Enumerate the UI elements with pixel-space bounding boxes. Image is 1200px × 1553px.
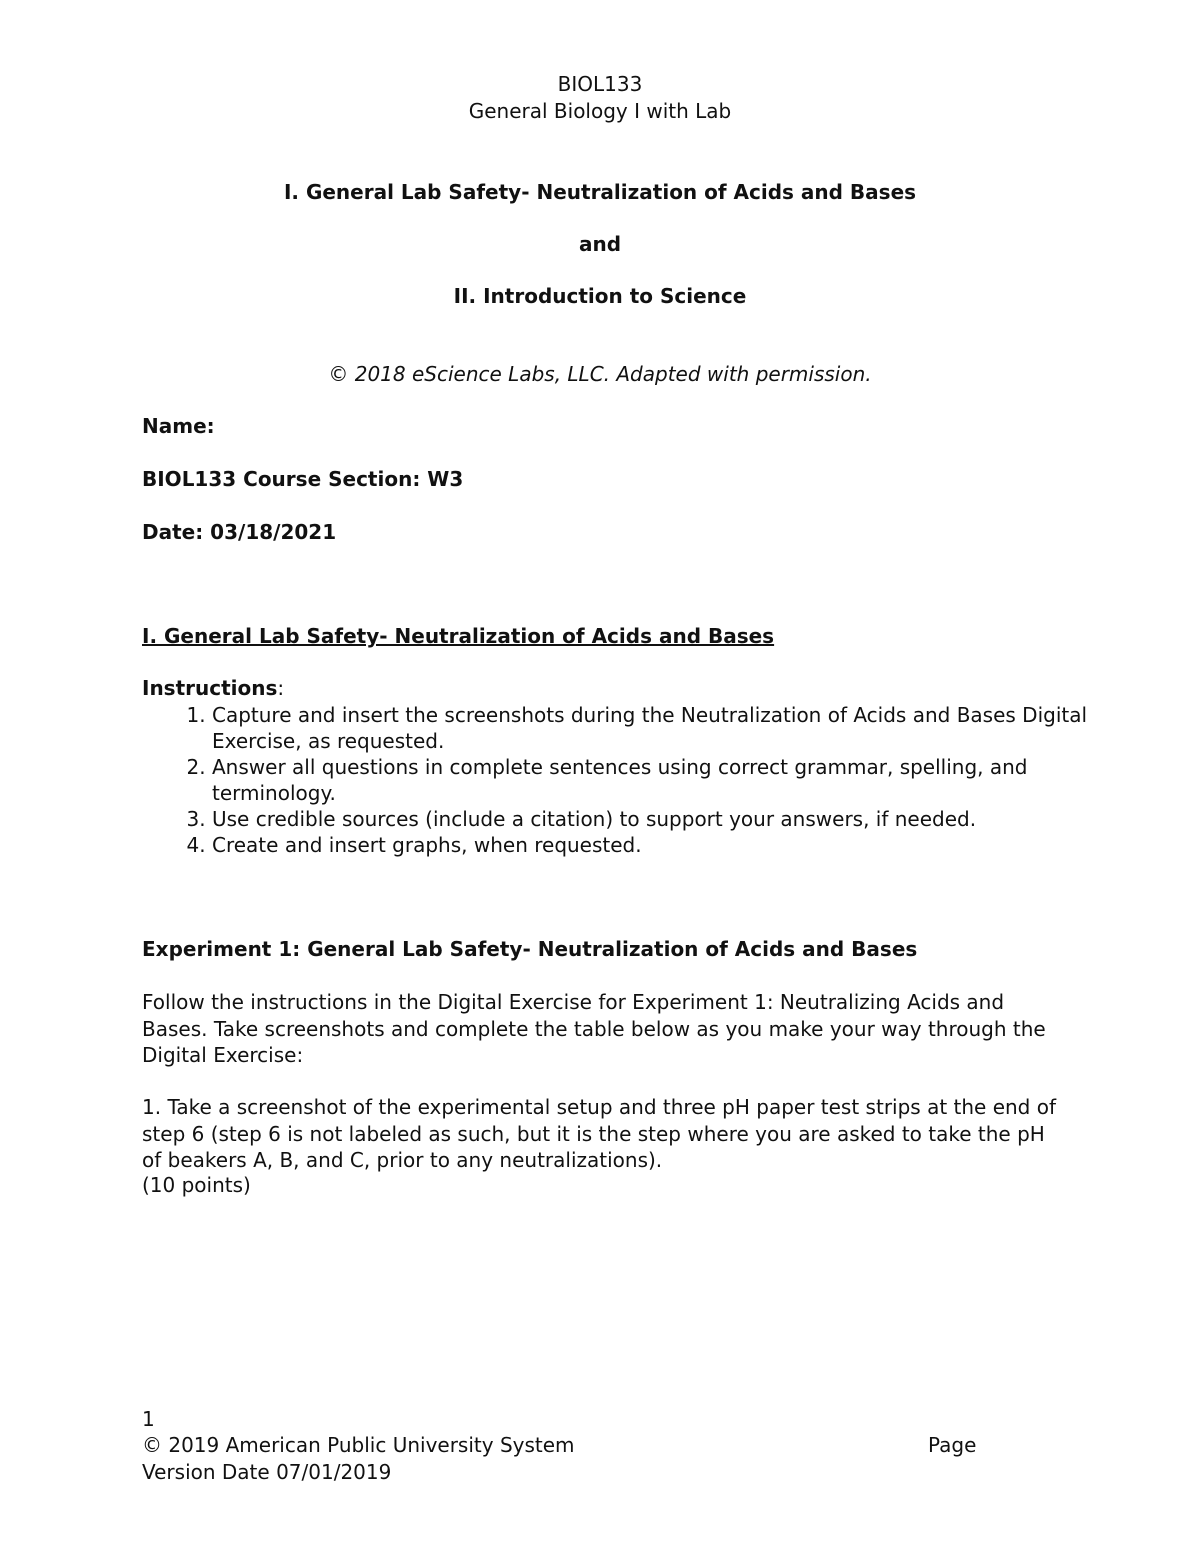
experiment1-intro: Follow the instructions in the Digital Exercise for Experiment 1: Neutralizing Acids and Bases. Take screenshots and complete the table below as you make your way through the Digital Exercise: xyxy=(142,990,1046,1067)
footer-version-date: Version Date 07/01/2019 xyxy=(142,1460,392,1484)
document-title-line3: II. Introduction to Science xyxy=(453,284,747,308)
course-title: General Biology I with Lab xyxy=(468,99,732,123)
name-label: Name: xyxy=(142,414,215,438)
instructions-list xyxy=(172,702,1112,858)
document-title-line2: and xyxy=(578,232,622,256)
footer-page-label: Page xyxy=(928,1433,977,1457)
instruction-item: 2. Answer all questions in complete sentences using correct grammar, spelling, and terminology. xyxy=(212,754,1112,806)
course-section-label: BIOL133 Course Section: W3 xyxy=(142,467,464,491)
section1-heading: I. General Lab Safety- Neutralization of Acids and Bases xyxy=(142,624,775,648)
date-label: Date: 03/18/2021 xyxy=(142,520,337,544)
experiment1-heading: Experiment 1: General Lab Safety- Neutralization of Acids and Bases xyxy=(142,937,918,961)
instruction-item: 1. Capture and insert the screenshots during the Neutralization of Acids and Bases Digital Exercise, as requested. xyxy=(212,702,1112,754)
question1-text: 1. Take a screenshot of the experimental setup and three pH paper test strips at the end of step 6 (step 6 is not labeled as such, but it is the step where you are asked to take the pH of beakers A, B, and C, prior to any neutralizations). xyxy=(142,1095,1057,1172)
footer-copyright: © 2019 American Public University System xyxy=(142,1433,575,1457)
instructions-heading xyxy=(142,676,284,700)
copyright-notice: © 2018 eScience Labs, LLC. Adapted with permission. xyxy=(328,362,872,386)
instructions-colon: : xyxy=(277,676,285,700)
document-title-line1: I. General Lab Safety- Neutralization of Acids and Bases xyxy=(283,180,917,204)
instruction-item: 4. Create and insert graphs, when requested. xyxy=(212,832,1112,858)
page-number: 1 xyxy=(142,1407,155,1431)
course-code: BIOL133 xyxy=(557,72,643,96)
question1-points: (10 points) xyxy=(142,1173,251,1197)
instructions-label: Instructions xyxy=(142,676,278,700)
instruction-item: 3. Use credible sources (include a citation) to support your answers, if needed. xyxy=(212,806,1112,832)
